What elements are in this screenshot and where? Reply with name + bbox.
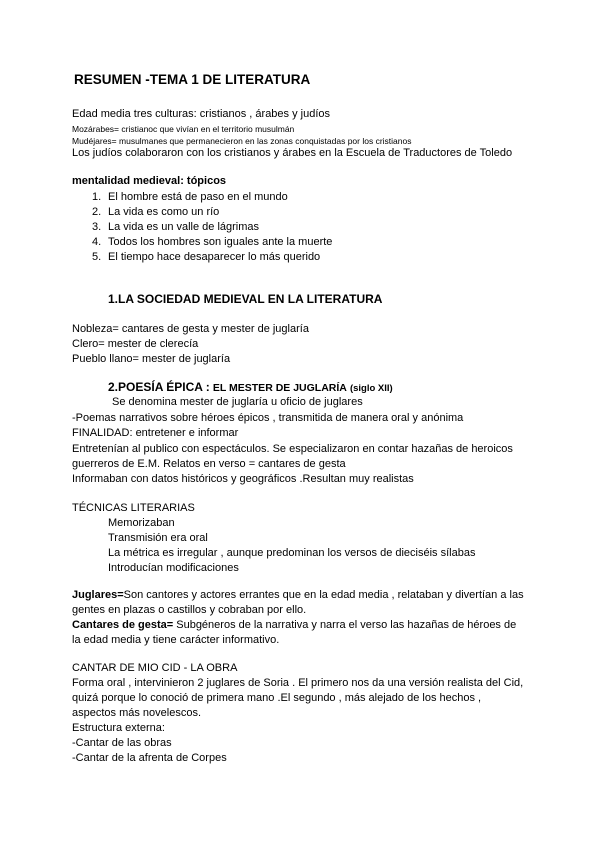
tecnicas-item: Introducían modificaciones — [108, 562, 239, 574]
list-text: El tiempo hace desaparecer lo más querido — [108, 251, 321, 263]
juglares-line: gentes en plazas o castillos y cobraban por ello. — [72, 604, 307, 616]
list-item — [92, 205, 219, 219]
section2-line: FINALIDAD: entretener e informar — [72, 427, 239, 439]
section1-line: Pueblo llano= mester de juglaría — [72, 353, 231, 365]
list-number: 4. — [92, 236, 102, 248]
list-number: 5. — [92, 251, 102, 263]
list-number: 2. — [92, 206, 102, 218]
section1-line: Clero= mester de clerecía — [72, 338, 199, 350]
list-item — [92, 250, 320, 264]
mio-cid-heading: CANTAR DE MIO CID - LA OBRA — [72, 662, 238, 674]
section2-line: -Poemas narrativos sobre héroes épicos , transmitida de manera oral y anónima — [72, 412, 464, 424]
cantares-definition — [72, 618, 516, 632]
section2-line: Se denomina mester de juglaría u oficio de juglares — [112, 396, 363, 408]
juglares-term: Juglares= — [72, 589, 124, 601]
section2-heading-main: 2.POESÍA ÉPICA : — [108, 380, 210, 394]
mozarabes-definition: Mozárabes= cristianoc que vivían en el territorio musulmán — [72, 124, 295, 134]
section2-heading-century: (siglo XII) — [349, 383, 393, 394]
list-item — [92, 220, 259, 234]
mio-cid-line: aspectos más novelescos. — [72, 707, 202, 719]
page-title: RESUMEN -TEMA 1 DE LITERATURA — [74, 72, 311, 87]
list-text: Todos los hombres son iguales ante la muerte — [108, 236, 333, 248]
mudejares-definition: Mudéjares= musulmanes que permanecieron en las zonas conquistadas por los cristianos — [72, 136, 412, 146]
tecnicas-item: Memorizaban — [108, 517, 175, 529]
mio-cid-line: quizá porque lo conoció de primera mano .El segundo , más alejado de los hechos , — [72, 692, 482, 704]
tecnicas-item: Transmisión era oral — [108, 532, 208, 544]
cantares-line: la edad media y tiene carácter informativo. — [72, 634, 280, 646]
cantares-term: Cantares de gesta= — [72, 619, 174, 631]
list-item — [92, 235, 332, 249]
section1-heading: 1.LA SOCIEDAD MEDIEVAL EN LA LITERATURA — [108, 292, 383, 306]
section2-line: Entretenían al publico con espectáculos. Se especializaron en contar hazañas de heroicos — [72, 443, 513, 455]
cantares-text: Subgéneros de la narrativa y narra el verso las hazañas de héroes de — [173, 619, 517, 631]
mio-cid-line: -Cantar de la afrenta de Corpes — [72, 752, 227, 764]
juglares-definition — [72, 588, 524, 602]
topicos-heading: mentalidad medieval: tópicos — [72, 175, 227, 187]
list-number: 3. — [92, 221, 102, 233]
section2-heading-sub: EL MESTER DE JUGLARÍA — [212, 382, 347, 394]
intro-line: Edad media tres culturas: cristianos , árabes y judíos — [72, 108, 331, 120]
mio-cid-line: Forma oral , intervinieron 2 juglares de Soria . El primero nos da una versión realista del Cid, — [72, 677, 524, 689]
mio-cid-line: -Cantar de las obras — [72, 737, 172, 749]
section2-heading — [108, 380, 393, 396]
section2-line: guerreros de E.M. Relatos en verso = cantares de gesta — [72, 458, 346, 470]
list-text: La vida es como un río — [108, 206, 220, 218]
mio-cid-line: Estructura externa: — [72, 722, 165, 734]
tecnicas-item: La métrica es irregular , aunque predominan los versos de dieciséis sílabas — [108, 547, 476, 559]
section1-line: Nobleza= cantares de gesta y mester de juglaría — [72, 323, 309, 335]
section2-line: Informaban con datos históricos y geográficos .Resultan muy realistas — [72, 473, 414, 485]
list-item — [92, 190, 288, 204]
list-text: El hombre está de paso en el mundo — [108, 191, 288, 203]
list-text: La vida es un valle de lágrimas — [108, 221, 260, 233]
judios-line: Los judíos colaboraron con los cristianos y árabes en la Escuela de Traductores de Toledo — [72, 147, 513, 159]
tecnicas-heading: TÉCNICAS LITERARIAS — [72, 502, 195, 514]
juglares-text: Son cantores y actores errantes que en la edad media , relataban y divertían a las — [123, 589, 524, 601]
list-number: 1. — [92, 191, 102, 203]
